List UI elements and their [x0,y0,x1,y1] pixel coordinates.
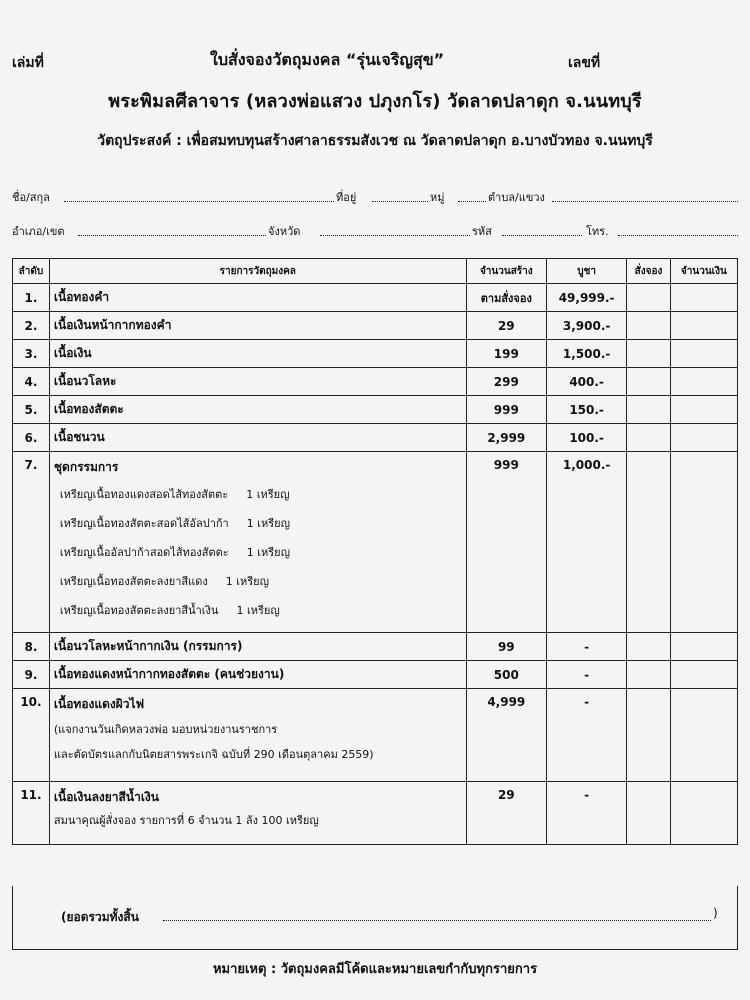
item-price: - [546,633,626,661]
table-row-set [13,452,738,633]
item-quantity: 99 [466,633,546,661]
item-name: ชุดกรรมการ [53,460,119,474]
item-quantity: ตามสั่งจอง [466,284,546,312]
items-table [12,258,738,845]
book-number-label: เล่มที่ [12,55,44,71]
item-quantity: 29 [466,312,546,340]
item-price: 150.- [546,396,626,424]
col-header-item: รายการวัตถุมงคล [49,259,466,284]
item-price: 400.- [546,368,626,396]
address-label: ที่อยู่ [336,191,357,204]
grand-total-label: (ยอดรวมทั้งสิ้น [61,910,139,924]
item-name: เนื้อเงินหน้ากากทองคำ [49,312,466,340]
col-header-no: ลำดับ [13,259,50,284]
item-price: - [546,661,626,689]
item-name: เนื้อทองแดงผิวไฟ [53,697,145,711]
row-number: 4. [13,368,50,396]
item-name: เนื้อนวโลหะ [49,368,466,396]
order-cell[interactable] [627,340,670,368]
item-name: เนื้อนวโลหะหน้ากากเงิน (กรรมการ) [49,633,466,661]
district-field[interactable] [78,222,266,236]
district-label: อำเภอ/เขต [12,225,65,238]
item-price: 49,999.- [546,284,626,312]
item-price: - [546,689,626,782]
item-quantity: 199 [466,340,546,368]
grand-total-field[interactable] [163,920,711,921]
row-number: 9. [13,661,50,689]
item-price: 100.- [546,424,626,452]
item-name: เนื้อทองสัตตะ [49,396,466,424]
item-name: เนื้อทองคำ [49,284,466,312]
col-header-quantity: จำนวนสร้าง [466,259,546,284]
order-cell[interactable] [627,368,670,396]
item-note: (แจกงานวันเกิดหลวงพ่อ มอบหน่วยงานราชการ [53,723,278,736]
col-header-amount: จำนวนเงิน [670,259,737,284]
form-title: ใบสั่งจองวัตถุมงคล “รุ่นเจริญสุข” [210,50,445,69]
sub-item-quantity: 1 เหรียญ [246,517,290,530]
item-price: - [546,782,626,845]
item-name: เนื้อเงินลงยาสีน้ำเงิน [53,790,159,804]
row-number: 8. [13,633,50,661]
postcode-field[interactable] [502,222,582,236]
table-row [13,284,738,312]
sub-item-quantity: 1 เหรียญ [246,546,290,559]
form-header-top [0,48,750,72]
customer-fields-row-2 [12,222,740,240]
order-cell[interactable] [627,284,670,312]
amount-cell[interactable] [670,340,737,368]
address-field[interactable] [372,188,428,202]
order-cell[interactable] [627,782,670,845]
item-note: และตัดบัตรแลกกับนิตยสารพระเกจิ ฉบับที่ 290 เดือนตุลาคม 2559) [53,748,374,761]
set-sub-item [54,509,462,538]
moo-field[interactable] [458,188,486,202]
row-number: 1. [13,284,50,312]
set-sub-item [54,567,462,596]
monk-temple-heading: พระพิมลศีลาจาร (หลวงพ่อแสวง ปภุงกโร) วัดลาดปลาดุก จ.นนทบุรี [108,91,642,112]
row-number: 7. [13,452,50,633]
amount-cell[interactable] [670,396,737,424]
amount-cell[interactable] [670,368,737,396]
table-row [13,633,738,661]
table-row [13,396,738,424]
table-row [13,368,738,396]
grand-total-box [12,886,738,950]
row-number: 11. [13,782,50,845]
order-cell[interactable] [627,661,670,689]
sub-item-quantity: 1 เหรียญ [225,575,269,588]
order-cell[interactable] [627,396,670,424]
order-cell[interactable] [627,312,670,340]
sub-item-quantity: 1 เหรียญ [246,488,290,501]
item-quantity: 4,999 [466,689,546,782]
name-field[interactable] [64,188,334,202]
item-price: 1,500.- [546,340,626,368]
item-name: เนื้อชนวน [49,424,466,452]
item-quantity: 2,999 [466,424,546,452]
sub-item-name: เหรียญเนื้อทองสัตตะลงยาสีแดง [59,575,208,588]
item-price: 3,900.- [546,312,626,340]
table-row [13,424,738,452]
phone-field[interactable] [618,222,738,236]
item-note: สมนาคุณผู้สั่งจอง รายการที่ 6 จำนวน 1 ลัง 100 เหรียญ [53,814,319,827]
table-row [13,340,738,368]
item-quantity: 29 [466,782,546,845]
phone-label: โทร. [586,225,609,238]
row-number: 5. [13,396,50,424]
sub-item-name: เหรียญเนื้ออัลปาก้าสอดไส้ทองสัตตะ [59,546,229,559]
row10-cell [49,689,466,782]
set-sub-item [54,596,462,625]
subdistrict-label: ตำบล/แขวง [488,191,545,204]
order-cell[interactable] [627,424,670,452]
col-header-order: สั่งจอง [627,259,670,284]
name-label: ชื่อ/สกุล [12,191,50,204]
amount-cell[interactable] [670,424,737,452]
set-sub-item [54,538,462,567]
postcode-label: รหัส [472,225,492,238]
row-number: 2. [13,312,50,340]
sub-item-name: เหรียญเนื้อทองแดงสอดไส้ทองสัตตะ [59,488,229,501]
item-quantity: 500 [466,661,546,689]
table-header-row [13,259,738,284]
province-label: จังหวัด [268,225,301,238]
row-number: 6. [13,424,50,452]
amount-cell[interactable] [670,284,737,312]
remark-note: หมายเหตุ : วัตถุมงคลมีโค้ดและหมายเลขกำกับทุกรายการ [212,962,538,977]
col-header-price: บูชา [546,259,626,284]
amount-cell[interactable] [670,782,737,845]
amount-cell[interactable] [670,689,737,782]
table-row-10 [13,689,738,782]
sub-item-quantity: 1 เหรียญ [236,604,280,617]
item-price: 1,000.- [546,452,626,633]
sub-item-name: เหรียญเนื้อทองสัตตะลงยาสีน้ำเงิน [59,604,219,617]
customer-fields-row-1 [12,188,740,206]
table-row-11 [13,782,738,845]
table-row [13,312,738,340]
sub-item-name: เหรียญเนื้อทองสัตตะสอดไส้อัลปาก้า [59,517,229,530]
row-number: 3. [13,340,50,368]
purpose-line: วัตถุประสงค์ : เพื่อสมทบทุนสร้างศาลาธรรมสังเวช ณ วัดลาดปลาดุก อ.บางบัวทอง จ.นนทบุรี [97,133,653,149]
item-name: เนื้อทองแดงหน้ากากทองสัตตะ (คนช่วยงาน) [49,661,466,689]
order-cell[interactable] [627,633,670,661]
amount-cell[interactable] [670,452,737,633]
amount-cell[interactable] [670,312,737,340]
province-field[interactable] [320,222,470,236]
row11-cell [49,782,466,845]
serial-number-label: เลขที่ [568,55,601,71]
moo-label: หมู่ [430,191,445,204]
subdistrict-field[interactable] [552,188,738,202]
amount-cell[interactable] [670,661,737,689]
order-cell[interactable] [627,452,670,633]
row-number: 10. [13,689,50,782]
item-quantity: 999 [466,452,546,633]
order-cell[interactable] [627,689,670,782]
table-row [13,661,738,689]
item-quantity: 999 [466,396,546,424]
set-sub-item [54,480,462,509]
item-quantity: 299 [466,368,546,396]
set-cell [49,452,466,633]
item-name: เนื้อเงิน [49,340,466,368]
amount-cell[interactable] [670,633,737,661]
grand-total-close: ) [713,906,718,920]
